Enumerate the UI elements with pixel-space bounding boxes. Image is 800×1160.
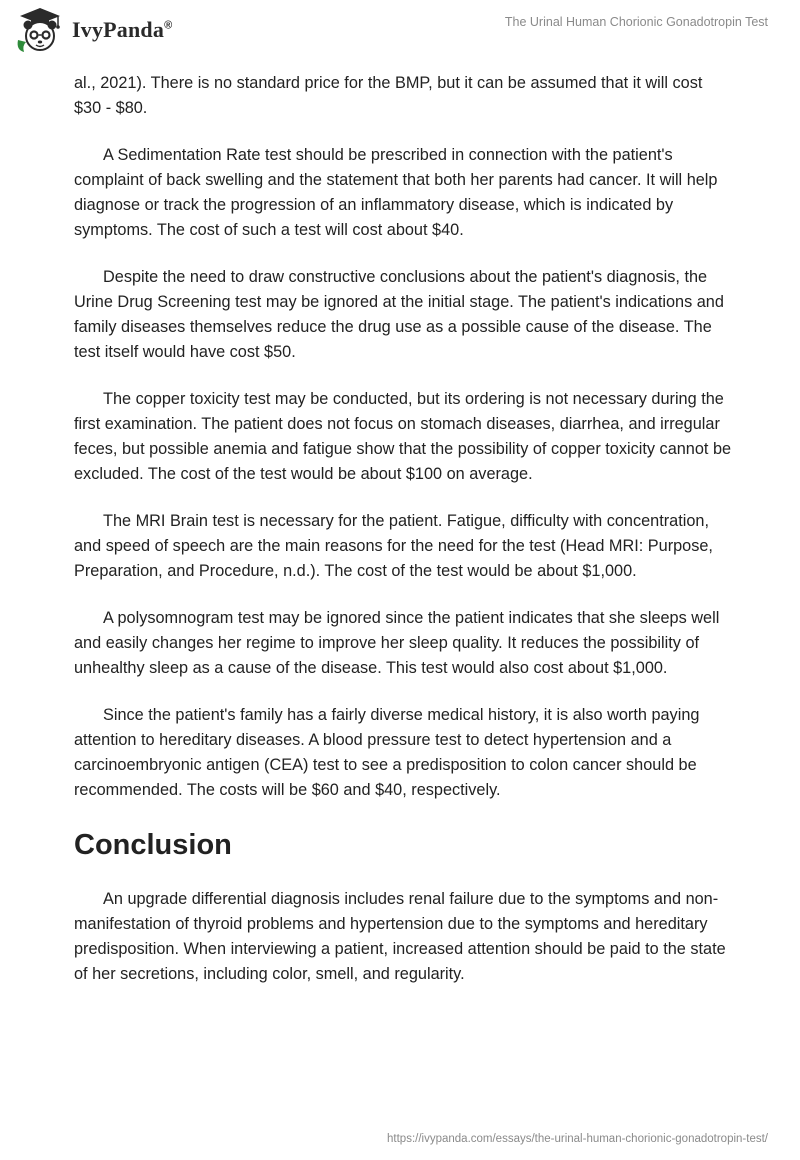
- page-header: [0, 0, 800, 70]
- paragraph: The MRI Brain test is necessary for the patient. Fatigue, difficulty with concentration, and speed of speech are the main reasons for the need for the test (Head MRI: Purpose, Preparation, and Procedure, n.d.). The cost of the test would be about $1,000.: [74, 512, 713, 580]
- source-url[interactable]: https://ivypanda.com/essays/the-urinal-human-chorionic-gonadotropin-test/: [387, 1133, 768, 1145]
- paragraph: An upgrade differential diagnosis includes renal failure due to the symptoms and non-manifestation of thyroid problems and hypertension due to the symptoms and hereditary predisposition. When interviewing a patient, increased attention should be paid to the state of her secretions, including color, smell, and regularity.: [74, 890, 726, 983]
- paragraph: The copper toxicity test may be conducted, but its ordering is not necessary during the first examination. The patient does not focus on stomach diseases, diarrhea, and irregular feces, but possible anemia and fatigue show that the possibility of copper toxicity cannot be excluded. The cost of the test would be about $100 on average.: [74, 390, 732, 483]
- brand-logo[interactable]: [14, 6, 172, 54]
- brand-name: IvyPanda®: [72, 17, 173, 42]
- registered-mark: ®: [164, 19, 173, 32]
- paragraph: Since the patient's family has a fairly diverse medical history, it is also worth paying attention to hereditary diseases. A blood pressure test to detect hypertension and a carcinoembryonic antigen (CEA) test to see a predisposition to colon cancer should be recommended. The costs will be $60 and $40, respectively.: [74, 706, 700, 799]
- paragraph: A polysomnogram test may be ignored since the patient indicates that she sleeps well and easily changes her regime to improve her sleep quality. It reduces the possibility of unhealthy sleep as a cause of the disease. This test would also cost about $1,000.: [74, 609, 720, 677]
- essay-body: [74, 71, 734, 1009]
- panda-graduate-icon: [14, 6, 66, 54]
- paragraph: al., 2021). There is no standard price for the BMP, but it can be assumed that it will cost $30 - $80.: [74, 74, 703, 117]
- paragraph: Despite the need to draw constructive conclusions about the patient's diagnosis, the Urine Drug Screening test may be ignored at the initial stage. The patient's indications and family diseases themselves reduce the drug use as a possible cause of the disease. The test itself would have cost $50.: [74, 268, 724, 361]
- paragraph: A Sedimentation Rate test should be prescribed in connection with the patient's complaint of back swelling and the statement that both her parents had cancer. It will help diagnose or track the progression of an inflammatory disease, which is indicated by symptoms. The cost of such a test will cost about $40.: [74, 146, 718, 239]
- document-title: The Urinal Human Chorionic Gonadotropin Test: [504, 15, 768, 29]
- section-heading-conclusion: Conclusion: [74, 829, 232, 861]
